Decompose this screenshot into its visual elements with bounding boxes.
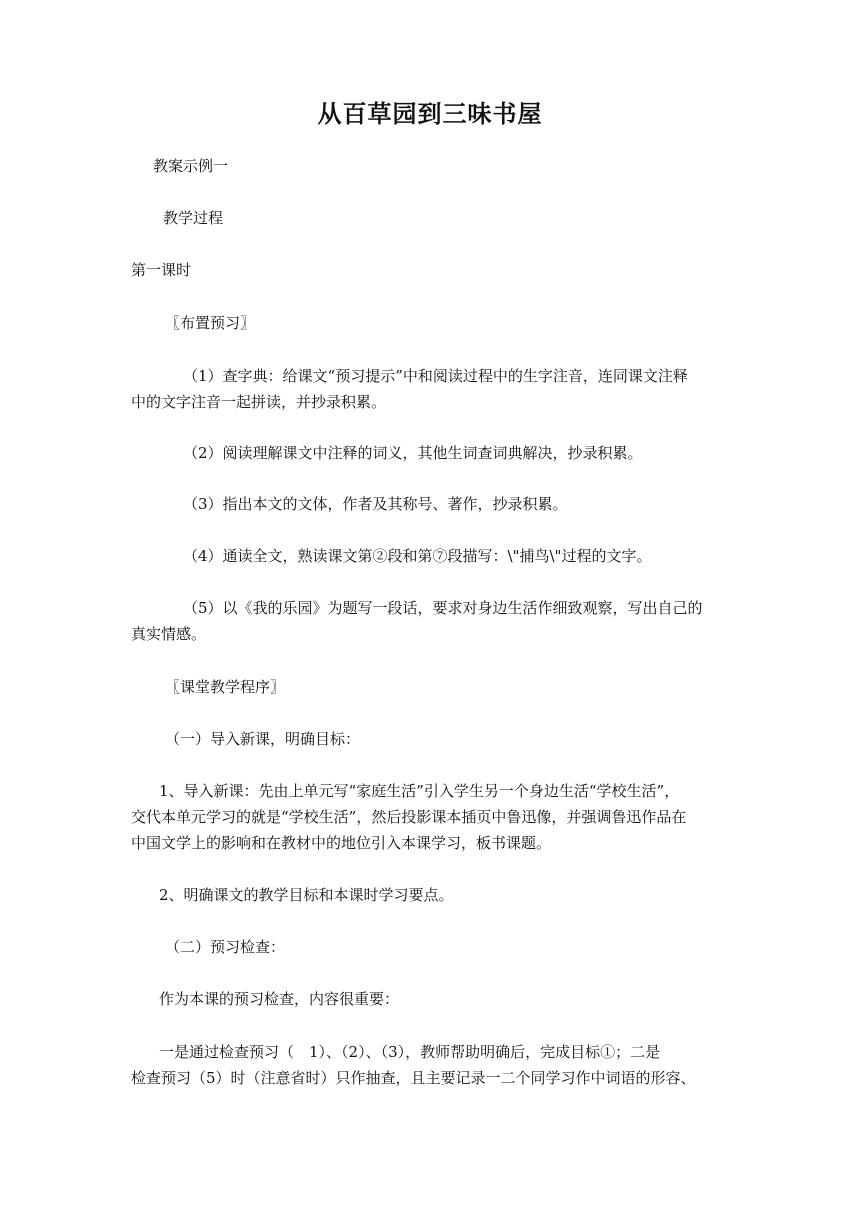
preview-item-1-line-1: （1）查字典：给课文“预习提示”中和阅读过程中的生字注音，连同课文注释: [183, 367, 688, 385]
preview-item-1-line-2: 中的文字注音一起拼读，并抄录积累。: [131, 393, 387, 411]
preview-item-5-line-2: 真实情感。: [131, 625, 207, 643]
step-two-para2-line-1: 一是通过检查预习（ 1）、（2）、（3），教师帮助明确后，完成目标①；二是: [159, 1043, 661, 1061]
step-one-para1-line-1: 1、导入新课：先由上单元写“家庭生活”引入学生另一个身边生活“学校生活”，: [159, 782, 680, 800]
preview-item-2: （2）阅读理解课文中注释的词义，其他生词查词典解决，抄录积累。: [183, 444, 643, 462]
step-two-para2-line-2: 检查预习（5）时（注意省时）只作抽查，且主要记录一二个同学习作中词语的形容、: [131, 1069, 696, 1087]
section-label: 教案示例一: [153, 157, 229, 175]
preview-heading: 〖布置预习〗: [165, 314, 256, 332]
step-one-para1-line-2: 交代本单元学习的就是“学校生活”，然后投影课本插页中鲁迅像，并强调鲁迅作品在: [131, 808, 687, 826]
process-label: 教学过程: [163, 209, 224, 227]
step-one-para1-line-3: 中国文学上的影响和在教材中的地位引入本课学习，板书课题。: [131, 834, 552, 852]
preview-item-4: （4）通读全文，熟读课文第②段和第⑦段描写：\"捕鸟\"过程的文字。: [183, 547, 652, 565]
step-one-heading: （一）导入新课，明确目标：: [165, 730, 361, 748]
step-two-heading: （二）预习检查：: [165, 938, 286, 956]
preview-item-5-line-1: （5）以《我的乐园》为题写一段话，要求对身边生活作细致观察，写出自己的: [183, 599, 703, 617]
page-title: 从百草园到三味书屋: [317, 100, 543, 128]
step-one-para2: 2、明确课文的教学目标和本课时学习要点。: [159, 886, 454, 904]
lesson-label: 第一课时: [131, 261, 192, 279]
preview-item-3: （3）指出本文的文体，作者及其称号、著作，抄录积累。: [183, 495, 568, 513]
step-two-para1: 作为本课的预习检查，内容很重要：: [159, 990, 400, 1008]
classroom-heading: 〖课堂教学程序〗: [165, 678, 286, 696]
